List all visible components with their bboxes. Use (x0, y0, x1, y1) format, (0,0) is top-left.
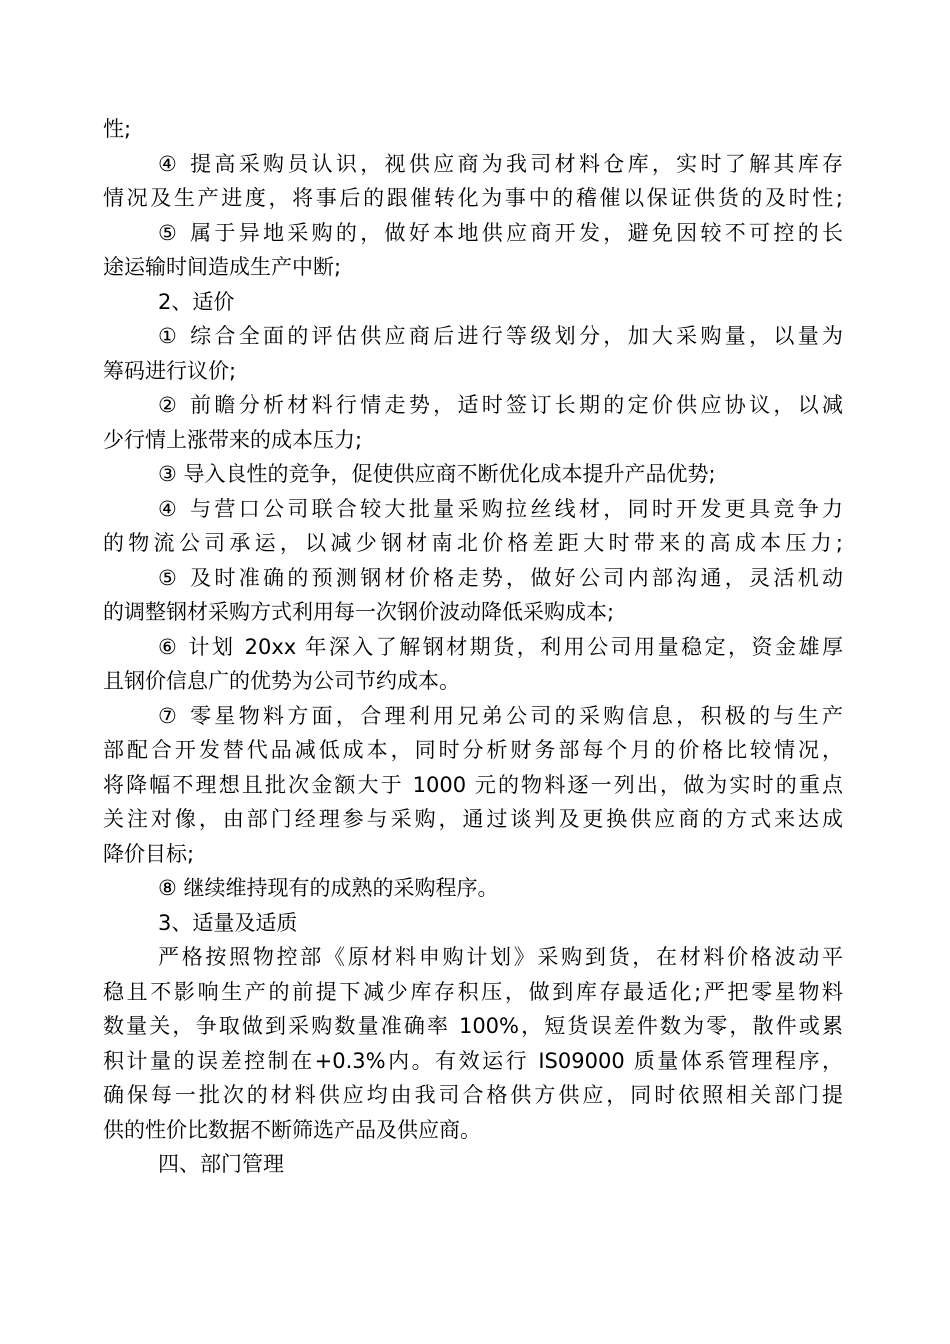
text-line: 稳且不影响生产的前提下减少库存积压，做到库存最适化;严把零星物料 (103, 979, 843, 1004)
text-line: 的调整钢材采购方式利用每一次钢价波动降低采购成本; (103, 600, 615, 624)
text-line: 四、部门管理 (158, 1152, 284, 1176)
text-line: 途运输时间造成生产中断; (103, 255, 342, 279)
text-line: 关注对像，由部门经理参与采购，通过谈判及更换供应商的方式来达成 (103, 807, 843, 831)
document-body (103, 112, 843, 1182)
text-line: 的物流公司承运，以减少钢材南北价格差距大时带来的高成本压力; (103, 531, 843, 555)
text-line: 2、适价 (158, 289, 235, 314)
text-line: ① 综合全面的评估供应商后进行等级划分，加大采购量，以量为 (158, 324, 843, 348)
text-line: 积计量的误差控制在+0.3%内。有效运行 IS09000 质量体系管理程序， (103, 1048, 843, 1073)
text-line: ⑤ 及时准确的预测钢材价格走势，做好公司内部沟通，灵活机动 (158, 565, 843, 590)
text-line: ④ 与营口公司联合较大批量采购拉丝线材，同时开发更具竞争力 (158, 496, 843, 521)
text-line: 且钢价信息广的优势为公司节约成本。 (103, 669, 460, 693)
text-line: 确保每一批次的材料供应均由我司合格供方供应，同时依照相关部门提 (103, 1083, 843, 1107)
text-line: 降价目标; (103, 841, 195, 866)
text-line: ② 前瞻分析材料行情走势，适时签订长期的定价供应协议，以减 (158, 393, 843, 417)
text-line: ⑥ 计划 20xx 年深入了解钢材期货，利用公司用量稳定，资金雄厚 (158, 634, 843, 659)
text-line: ④ 提高采购员认识，视供应商为我司材料仓库，实时了解其库存 (158, 151, 843, 176)
text-line: 筹码进行议价; (103, 358, 237, 383)
text-line: ③ 导入良性的竞争，促使供应商不断优化成本提升产品优势; (158, 462, 716, 486)
text-line: ⑧ 继续维持现有的成熟的采购程序。 (158, 876, 499, 900)
text-line: 部配合开发替代品减低成本，同时分析财务部每个月的价格比较情况， (103, 738, 843, 762)
text-line: 将降幅不理想且批次金额大于 1000 元的物料逐一列出，做为实时的重点 (103, 772, 843, 797)
text-line: ⑤ 属于异地采购的，做好本地供应商开发，避免因较不可控的长 (158, 220, 843, 245)
text-line: 3、适量及适质 (158, 910, 298, 935)
text-line: 少行情上涨带来的成本压力; (103, 427, 363, 452)
text-line: 数量关，争取做到采购数量准确率 100%，短货误差件数为零，散件或累 (103, 1014, 843, 1038)
text-line: ⑦ 零星物料方面，合理利用兄弟公司的采购信息，积极的与生产 (158, 703, 843, 728)
text-line: 性; (103, 117, 132, 141)
text-line: 严格按照物控部《原材料申购计划》采购到货，在材料价格波动平 (158, 945, 843, 969)
text-line: 供的性价比数据不断筛选产品及供应商。 (103, 1117, 481, 1142)
text-line: 情况及生产进度，将事后的跟催转化为事中的稽催以保证供货的及时性; (103, 186, 843, 210)
